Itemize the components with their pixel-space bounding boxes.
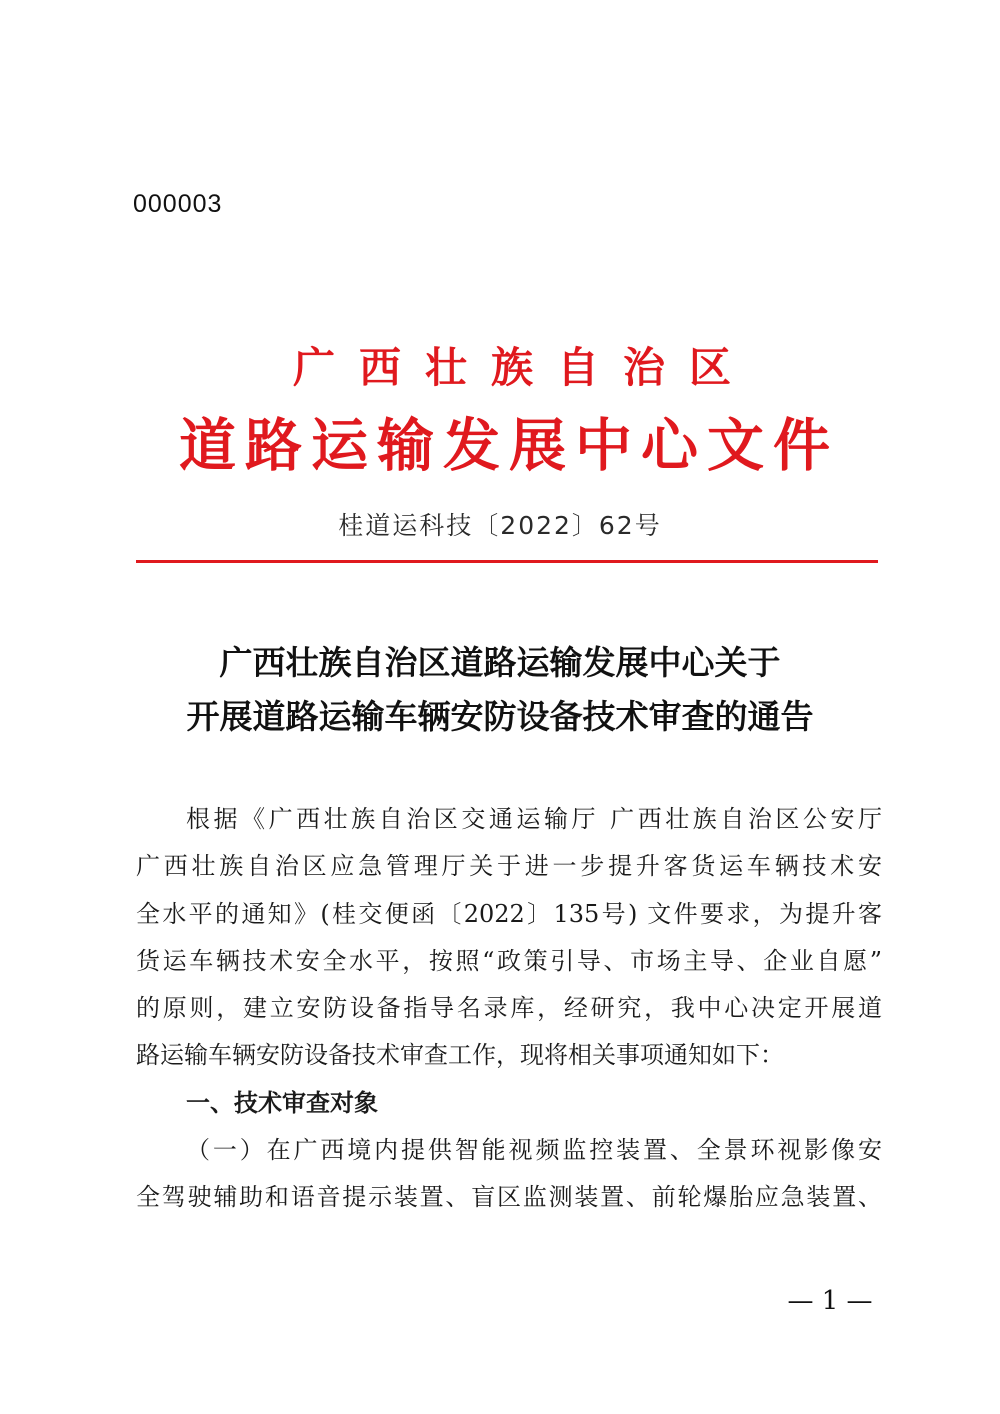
page-number: — 1 — xyxy=(787,1286,873,1316)
title-line: 广西壮族自治区道路运输发展中心关于 xyxy=(219,643,781,682)
body-paragraph-line: 的原则，建立安防设备指导名录库，经研究，我中心决定开展道 xyxy=(136,994,882,1023)
body-paragraph-line: 根据《广西壮族自治区交通运输厅 广西壮族自治区公安厅 xyxy=(186,805,882,833)
document-title xyxy=(0,636,1000,744)
body-paragraph-line: 路运输车辆安防设备技术审查工作，现将相关事项通知如下： xyxy=(136,1041,784,1070)
section-heading: 一、技术审查对象 xyxy=(186,1088,378,1117)
body-paragraph-line: 全水平的通知》(桂交便函〔2022〕135号) 文件要求，为提升客 xyxy=(136,899,882,928)
body-paragraph-line: （一）在广西境内提供智能视频监控装置、全景环视影像安 xyxy=(186,1136,882,1165)
serial-number: 000003 xyxy=(133,190,223,218)
issuer-name: 广西壮族自治区 xyxy=(292,343,755,392)
body-paragraph-line: 全驾驶辅助和语音提示装置、盲区监测装置、前轮爆胎应急装置、 xyxy=(136,1183,882,1212)
issuer-document-header: 道路运输发展中心文件 xyxy=(179,412,839,479)
title-line: 开展道路运输车辆安防设备技术审查的通告 xyxy=(186,697,814,736)
body-paragraph-line: 广西壮族自治区应急管理厅关于进一步提升客货运车辆技术安 xyxy=(136,852,882,881)
document-number: 桂道运科技〔2022〕62号 xyxy=(338,511,662,540)
document-body xyxy=(136,796,882,1222)
body-paragraph-line: 货运车辆技术安全水平，按照“政策引导、市场主导、企业自愿” xyxy=(136,946,882,975)
red-divider-line xyxy=(136,560,878,563)
